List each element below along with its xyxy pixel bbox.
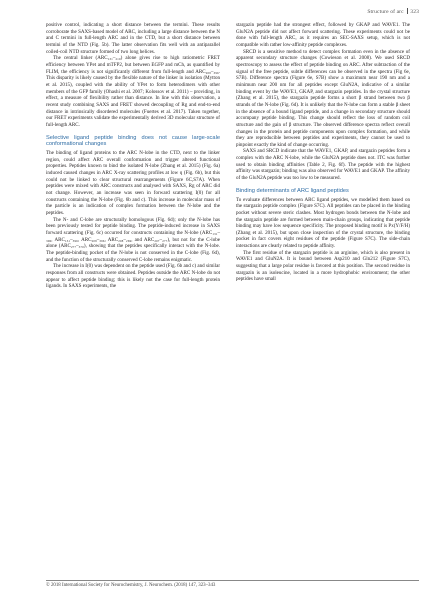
running-head xyxy=(367,8,419,15)
paragraph: SRCD is a sensitive method to detect complex formation even in the absence of apparent secondary structure changes (Cowieson et al. 2008). We used SRCD spectroscopy to assess the effect of peptide binding on ARC. After subtraction of the signal of the free peptide, subtle differences can be observed in the spectra (Fig 6e, S7B). Difference spectra (Figure 6e, S7B) show a maximum near 190 nm and a minimum near 200 nm for all peptides except GluN2A, indicative of a similar binding event by the WAVE1, GKAP, and stargazin peptides. In the crystal structure (Zhang et al. 2015), the stargazin peptide forms a short β strand between two β strands of the N-lobe (Fig. 6d). It is unlikely that the N-lobe can form a stable β sheet in the absence of a bound ligand peptide, and a change in secondary structure should accompany peptide binding. This change should reflect the loss of random coil structure and the gain of β structure. The observed difference spectra reflect overall changes in the protein and peptide components upon complex formation, and while they are reproducible between peptides and experiments, they cannot be used to pinpoint exactly the kind of change occurring. xyxy=(236,48,410,148)
right-column xyxy=(236,22,410,283)
left-column xyxy=(46,22,220,290)
paragraph: positive control, indicating a short distance between the termini. These results corroborate the SAXS-based model of ARC, including a large distance between the N and C termini in full-length ARC and in the CTD, but a short distance between termini of the NTD (Fig. 5b). The latter observation fits well with an antiparallel coiled-coil NTD structure formed of two long helices. xyxy=(46,22,220,55)
page-number: 323 xyxy=(410,9,419,15)
paragraph: The N- and C-lobe are structurally homologous (Fig. 6d); only the N-lobe has been previously tested for peptide binding. The peptide-induced increase in SAXS forward scattering (Fig. 6c) occurred for constructs containing the N-lobe (ARC₁₃₁–₃₉₆, ARC₁₃₁–₃₉₆, ARC₂₀₈–₃₉₆, ARC₂₀₈–₂₆₉, and ARC₂₀₇–₂₇₇), but not for the C-lobe alone (ARC₂₇₇–₃₇₀), showing that the peptides specifically interact with the N-lobe. The peptide-binding pocket of the N-lobe is not conserved in the C-lobe (Fig. 6d), and the function of the structurally conserved C-lobe remains enigmatic. xyxy=(46,216,220,263)
footer-rule xyxy=(46,580,419,581)
running-head-title: Structure of arc xyxy=(367,9,404,15)
paragraph: The increase in I(0) was dependent on the peptide used (Fig. 6b and c) and similar responses from all constructs were obtained. Peptides outside the ARC N-lobe do not appear to affect peptide binding; this is likely not the case for full-length protein ligands. In SAXS experiments, the xyxy=(46,263,220,290)
running-head-divider xyxy=(407,8,408,14)
footer-copyright: © 2018 International Society for Neurochemistry, J. Neurochem. (2018) 147, 323–343 xyxy=(46,583,216,588)
paragraph: The first residue of the stargazin peptide is an arginine, which is also present in WAVE1 and GluN2A. It is bound between Asp210 and Gln212 (Figure S7C), suggesting that a large polar residue is favored at this position. The second residue in stargazin is an isoleucine, located in a more hydrophobic environment; the other peptides have small xyxy=(236,249,410,283)
paragraph: SAXS and SRCD indicate that the WAVE1, GKAP, and stargazin peptides form a complex with the ARC N-lobe, while the GluN2A peptide does not. ITC was further used to obtain binding affinities (Table 2, Fig. 6f). The peptide with the highest affinity was stargazin; binding was also observed for WAVE1 and GKAP. The affinity of the GluN2A peptide was too low to be measured. xyxy=(236,148,410,182)
paragraph: stargazin peptide had the strongest effect, followed by GKAP and WAVE1. The GluN2A peptide did not affect forward scattering. These experiments could not be done with full-length ARC, as it requires an SEC-SAXS setup, which is not compatible with rather low-affinity peptide complexes. xyxy=(236,22,410,48)
section-heading: Selective ligand peptide binding does not cause large-scale conformational changes xyxy=(46,134,220,148)
paragraph: The central linker (ARC₁₃₁–₂₁₉) alone gives rise to high ratiometric FRET efficiency between YPet and mTFP2, but between EGFP and mCh, as quantified by FLIM, the efficiency is not significantly different from full-length and ARC₂₀₈–₃₉₆. This disparity is likely caused by the flexible nature of the linker in isolation (Mytton et al. 2015), coupled with the ability of YPet to form heterodimers with other members of the GFP family (Ohashi et al. 2007; Kolossov et al. 2011) – providing, in effect, a measure of flexibility rather than distance. In line with this observation, a recent study combining SAXS and FRET showed decoupling of Rg and end-to-end distance in intrinsically disordered molecules (Fuertes et al. 2017). Taken together, our FRET experiments validate the experimentally derived 3D molecular structure of full-length ARC. xyxy=(46,55,220,128)
paragraph: To evaluate differences between ARC ligand peptides, we modelled them based on the stargazin peptide complex (Figure S7C). All peptides can be placed in the binding pocket without severe steric clashes. Most hydrogen bonds between the N-lobe and the stargazin peptide are formed between main-chain groups, indicating that peptide binding may have low sequence specificity. The proposed binding motif is Px(Y/F/H) (Zhang et al. 2015), but upon close inspection of the crystal structure, the binding pocket in fact covers eight residues of the peptide (Figure S7C). The side-chain interactions are clearly related to peptide affinity. xyxy=(236,196,410,250)
paragraph: The binding of ligand proteins to the ARC N-lobe in the CTD, next to the linker region, could affect ARC overall conformation and trigger altered functional properties. Peptides known to bind the isolated N-lobe (Zhang et al. 2015) (Fig. 6a) induced caused changes in ARC X-ray scattering profiles at low q (Fig. 6b), but this could not be linked to clear structural rearrangements (Figure 6C,S7A). When peptides were mixed with ARC constructs and analysed with SAXS, Rg of ARC did not change. However, an increase was seen in forward scattering I(0) for all constructs containing the N-lobe (Fig. 6b and c). This increase in molecular mass of the particle is an indication of complex formation between the N-lobe and the peptides. xyxy=(46,150,220,216)
section-heading: Binding determinants of ARC ligand peptides xyxy=(236,187,349,194)
